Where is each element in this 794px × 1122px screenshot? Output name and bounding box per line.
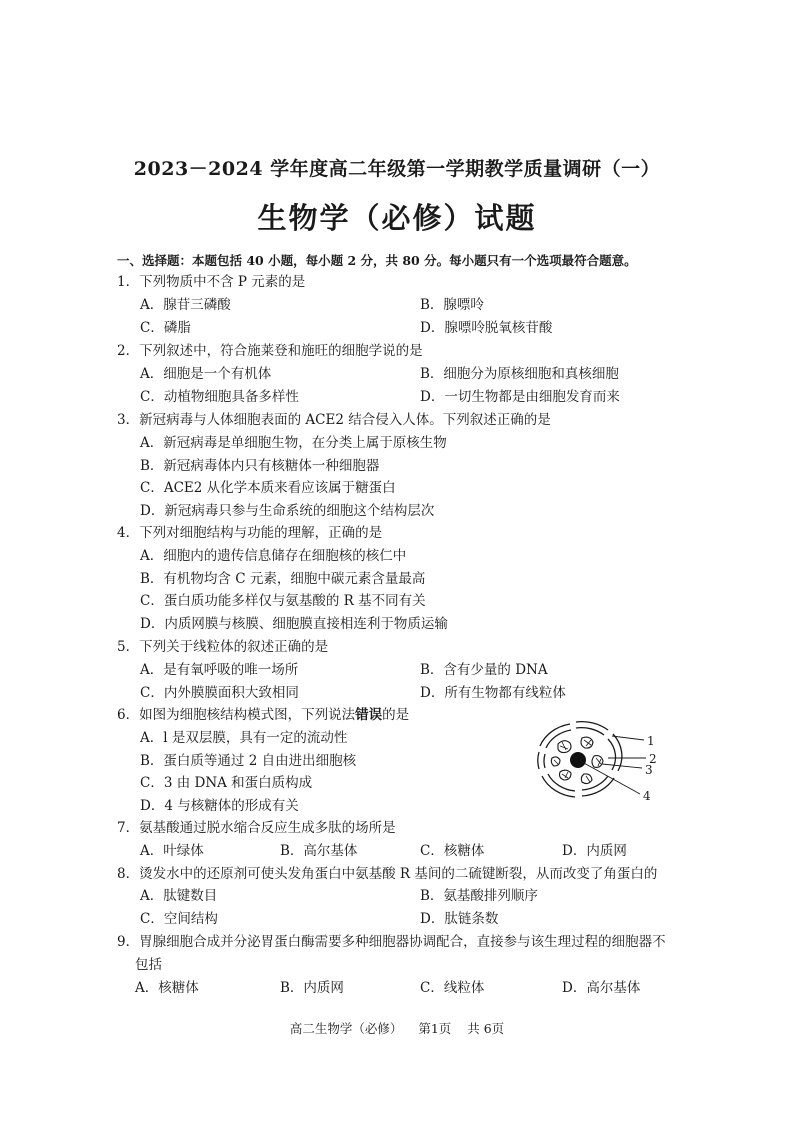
option-c: C．蛋白质功能多样仅与氨基酸的 R 基不同有关 <box>140 593 426 609</box>
option-b: B．氨基酸排列顺序 <box>420 888 538 904</box>
option-d: D．高尔基体 <box>562 980 641 996</box>
option-b: B．细胞分为原核细胞和真核细胞 <box>420 366 619 382</box>
nuclear-envelope-segment <box>576 728 604 735</box>
question-stem: 1．下列物质中不含 P 元素的是 <box>117 274 306 290</box>
nucleus-diagram <box>520 716 670 806</box>
nucleolus <box>570 752 586 768</box>
option-c: C．3 由 DNA 和蛋白质构成 <box>140 775 313 791</box>
option-d: D．内质网 <box>562 843 627 859</box>
option-b: B．蛋白质等通过 2 自由进出细胞核 <box>140 753 357 769</box>
option-d: D．腺嘌呤脱氧核苷酸 <box>420 320 553 336</box>
option-c: C．ACE2 从化学本质来看应该属于糖蛋白 <box>140 480 396 496</box>
option-c: C．空间结构 <box>140 911 218 927</box>
option-c: C．磷脂 <box>140 320 191 336</box>
chromatin-blob <box>581 774 592 784</box>
question-stem: 4．下列对细胞结构与功能的理解，正确的是 <box>117 525 383 541</box>
stem-text: 的是 <box>382 707 410 723</box>
option-a: A．叶绿体 <box>140 843 204 859</box>
page-footer <box>0 1019 794 1037</box>
option-c: C．内外膜膜面积大致相同 <box>140 685 299 701</box>
question-stem-cont: 包括 <box>135 957 162 973</box>
figure-label-3: 3 <box>645 763 653 777</box>
option-a: A．核糖体 <box>135 980 199 996</box>
option-a: A．l 是双层膜，具有一定的流动性 <box>140 730 348 746</box>
footer-subject: 高二生物学（必修） <box>289 1021 403 1036</box>
question-stem: 7．氨基酸通过脱水缩合反应生成多肽的场所是 <box>117 820 396 836</box>
question-stem <box>117 706 409 724</box>
option-a: A．肽键数目 <box>140 888 218 904</box>
option-b: B．内质网 <box>280 980 344 996</box>
question-stem: 3．新冠病毒与人体细胞表面的 ACE2 结合侵入人体。下列叙述正确的是 <box>117 412 551 428</box>
option-d: D．一切生物都是由细胞发育而来 <box>420 389 620 405</box>
option-d: D．4 与核糖体的形成有关 <box>140 798 299 814</box>
option-d: D．内质网膜与核膜、细胞膜直接相连利于物质运输 <box>140 616 448 632</box>
option-b: B．有机物均含 C 元素，细胞中碳元素含量最高 <box>140 571 426 587</box>
nuclear-envelope-segment <box>542 776 575 797</box>
option-b: B．新冠病毒体内只有核糖体一种细胞器 <box>140 458 380 474</box>
figure-label-4: 4 <box>643 789 651 803</box>
option-b: B．高尔基体 <box>280 843 358 859</box>
question-stem: 9．胃腺细胞合成并分泌胃蛋白酶需要多种细胞器协调配合，直接参与该生理过程的细胞器不 <box>117 934 666 950</box>
option-a: A．细胞内的遗传信息储存在细胞核的核仁中 <box>140 548 407 564</box>
option-c: C．核糖体 <box>420 843 485 859</box>
stem-emphasis: 错误 <box>355 707 383 723</box>
footer-page-number: 第1页 <box>418 1021 452 1036</box>
question-stem: 8．烫发水中的还原剂可使头发角蛋白中氨基酸 R 基间的二硫键断裂，从而改变了角蛋白的 <box>117 866 658 882</box>
subject-title: 生物学（必修）试题 <box>257 201 537 235</box>
chromatin-blob <box>592 756 603 768</box>
option-d: D．新冠病毒只参与生命系统的细胞这个结构层次 <box>140 503 435 519</box>
option-d: D．肽链条数 <box>420 911 499 927</box>
option-b: B．腺嘌呤 <box>420 297 484 313</box>
option-a: A．细胞是一个有机体 <box>140 366 272 382</box>
stem-text: 6．如图为细胞核结构模式图，下列说法 <box>117 707 356 723</box>
option-d: D．所有生物都有线粒体 <box>420 685 566 701</box>
figure-label-1: 1 <box>647 734 655 748</box>
nuclear-envelope-segment <box>538 752 539 769</box>
option-a: A．是有氧呼吸的唯一场所 <box>140 662 299 678</box>
option-a: A．腺苷三磷酸 <box>140 297 231 313</box>
chromatin-blob <box>560 770 572 780</box>
option-a: A．新冠病毒是单细胞生物，在分类上属于原核生物 <box>140 435 447 451</box>
question-stem: 2．下列叙述中，符合施莱登和施旺的细胞学说的是 <box>117 343 423 359</box>
option-c: C．动植物细胞具备多样性 <box>140 389 299 405</box>
option-c: C．线粒体 <box>420 980 485 996</box>
section-heading: 一、选择题：本题包括 40 小题，每小题 2 分，共 80 分。每小题只有一个选项最符合题意。 <box>117 253 637 268</box>
question-stem: 5．下列关于线粒体的叙述正确的是 <box>117 639 329 655</box>
exam-title: 2023－2024 学年度高二年级第一学期教学质量调研（一） <box>133 158 661 180</box>
nuclear-envelope-segment <box>544 754 545 768</box>
option-b: B．含有少量的 DNA <box>420 662 548 678</box>
leader-line-3 <box>602 764 642 768</box>
figure-label-2: 2 <box>649 752 657 766</box>
footer-total-pages: 共 6页 <box>467 1021 505 1036</box>
